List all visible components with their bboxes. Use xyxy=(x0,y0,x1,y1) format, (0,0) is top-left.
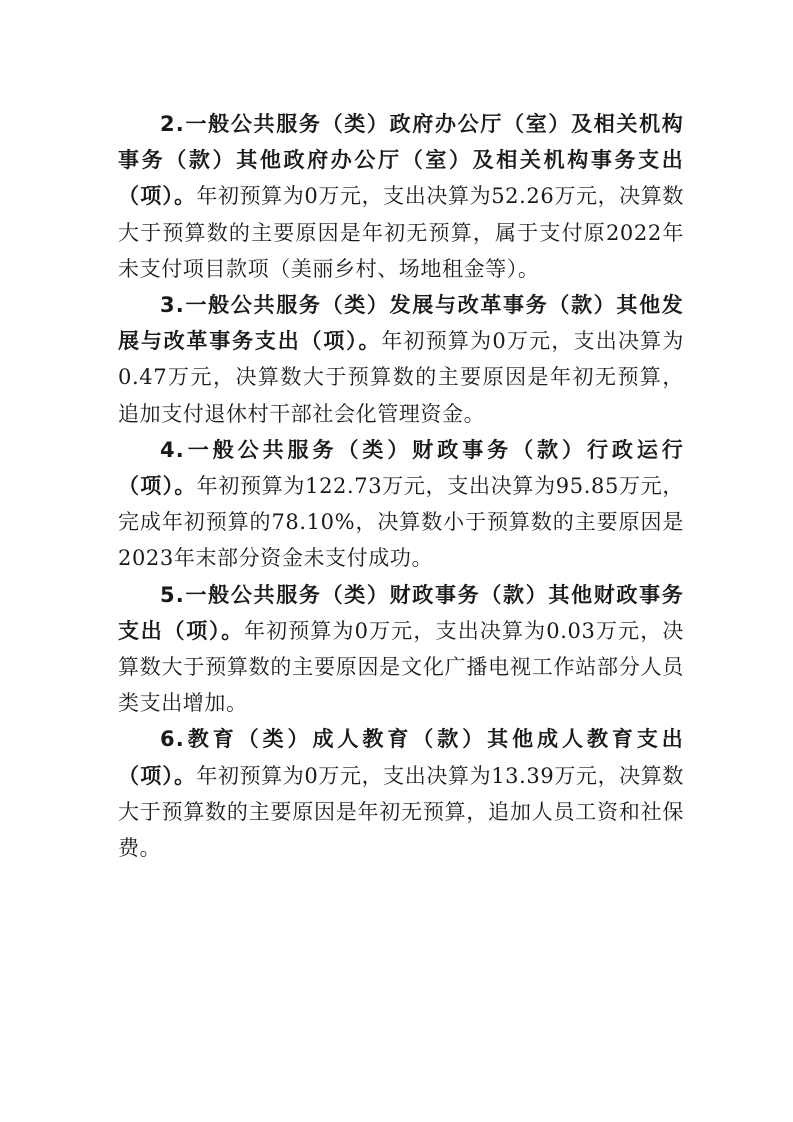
paragraph-item-4 xyxy=(118,432,684,577)
paragraph-item-2 xyxy=(118,106,684,287)
paragraph-text: 年初预算为122.73万元，支出决算为95.85万元，完成年初预算的78.10%，决算数小于预算数的主要原因是2023年末部分资金未支付成功。 xyxy=(118,474,684,571)
paragraph-heading: 5.一般公共服务（类）财政事务（款）其他财政事务支出（项）。 xyxy=(118,582,684,643)
document-page xyxy=(118,106,684,866)
paragraph-heading: 6.教育（类）成人教育（款）其他成人教育支出（项）。 xyxy=(118,727,684,788)
paragraph-item-5 xyxy=(118,577,684,722)
paragraph-heading: 3.一般公共服务（类）发展与改革事务（款）其他发展与改革事务支出（项）。 xyxy=(118,293,684,354)
paragraph-text: 年初预算为0万元，支出决算为0.03万元，决算数大于预算数的主要原因是文化广播电视工作站部分人员类支出增加。 xyxy=(118,618,684,716)
paragraph-heading: 4.一般公共服务（类）财政事务（款）行政运行（项）。 xyxy=(118,437,684,499)
paragraph-item-6 xyxy=(118,721,684,866)
paragraph-item-3 xyxy=(118,287,684,432)
paragraph-heading: 2.一般公共服务（类）政府办公厅（室）及相关机构事务（款）其他政府办公厅（室）及相关机构事务支出（项）。 xyxy=(118,112,684,209)
paragraph-text: 年初预算为0万元，支出决算为0.47万元，决算数大于预算数的主要原因是年初无预算，追加支付退休村干部社会化管理资金。 xyxy=(118,329,684,426)
paragraph-text: 年初预算为0万元，支出决算为52.26万元，决算数大于预算数的主要原因是年初无预算，属于支付原2022年未支付项目款项（美丽乡村、场地租金等）。 xyxy=(118,184,684,281)
paragraph-text: 年初预算为0万元，支出决算为13.39万元，决算数大于预算数的主要原因是年初无预算，追加人员工资和社保费。 xyxy=(118,763,684,861)
